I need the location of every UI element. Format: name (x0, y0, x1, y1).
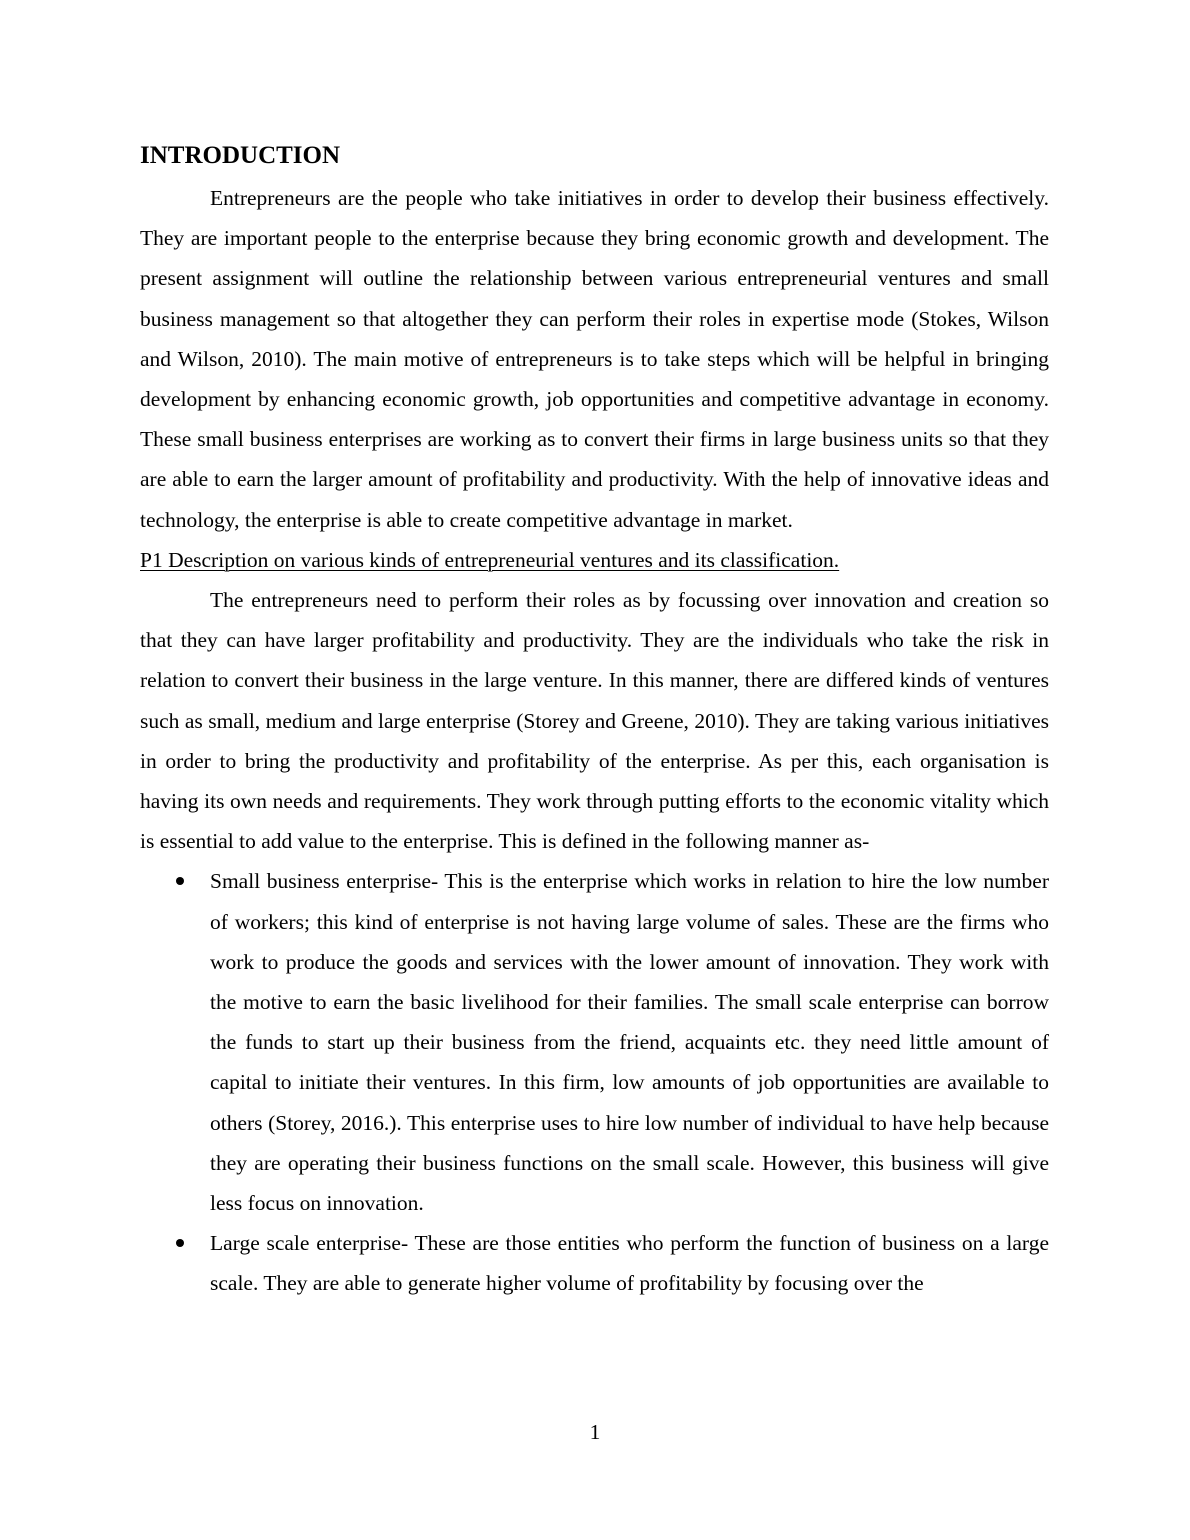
list-item-text: Small business enterprise- This is the enterprise which works in relation to hire the low number of workers; this kind of enterprise is not having large volume of sales. These are the firms who work to produce the goods and services with the lower amount of innovation. They work with the motive to earn the basic livelihood for their families. The small scale enterprise can borrow the funds to start up their business from the friend, acquaints etc. they need little amount of capital to initiate their ventures. In this firm, low amounts of job opportunities are available to others (Storey, 2016.). This enterprise uses to hire low number of individual to have help because they are operating their business functions on the small scale. However, this business will give less focus on innovation. (210, 869, 1049, 1216)
list-item-text: Large scale enterprise- These are those entities who perform the function of business on a large scale. They are able to generate higher volume of profitability by focusing over the (210, 1231, 1049, 1296)
section-title (140, 540, 1049, 580)
list-item (140, 861, 1049, 1223)
bullet-icon (176, 877, 184, 885)
bullet-list (140, 861, 1049, 1303)
intro-paragraph: Entrepreneurs are the people who take initiatives in order to develop their business effectively. They are important people to the enterprise because they bring economic growth and development. The present assignment will outline the relationship between various entrepreneurial ventures and small business management so that altogether they can perform their roles in expertise mode (Stokes, Wilson and Wilson, 2010). The main motive of entrepreneurs is to take steps which will be helpful in bringing development by enhancing economic growth, job opportunities and competitive advantage in economy. These small business enterprises are working as to convert their firms in large business units so that they are able to earn the larger amount of profitability and productivity. With the help of innovative ideas and technology, the enterprise is able to create competitive advantage in market. (140, 186, 1049, 532)
page-heading: INTRODUCTION (140, 142, 341, 169)
section-paragraph: The entrepreneurs need to perform their roles as by focussing over innovation and creation so that they can have larger profitability and productivity. They are the individuals who take the risk in relation to convert their business in the large venture. In this manner, there are differed kinds of ventures such as small, medium and large enterprise (Storey and Greene, 2010). They are taking various initiatives in order to bring the productivity and profitability of the enterprise. As per this, each organisation is having its own needs and requirements. They work through putting efforts to the economic vitality which is essential to add value to the enterprise. This is defined in the following manner as- (140, 588, 1049, 854)
section-title-text: P1 Description on various kinds of entrepreneurial ventures and its classification. (140, 547, 840, 572)
page-content (140, 138, 1049, 1304)
bullet-icon (176, 1239, 184, 1247)
list-item (140, 1223, 1049, 1303)
page-number: 1 (589, 1420, 601, 1444)
